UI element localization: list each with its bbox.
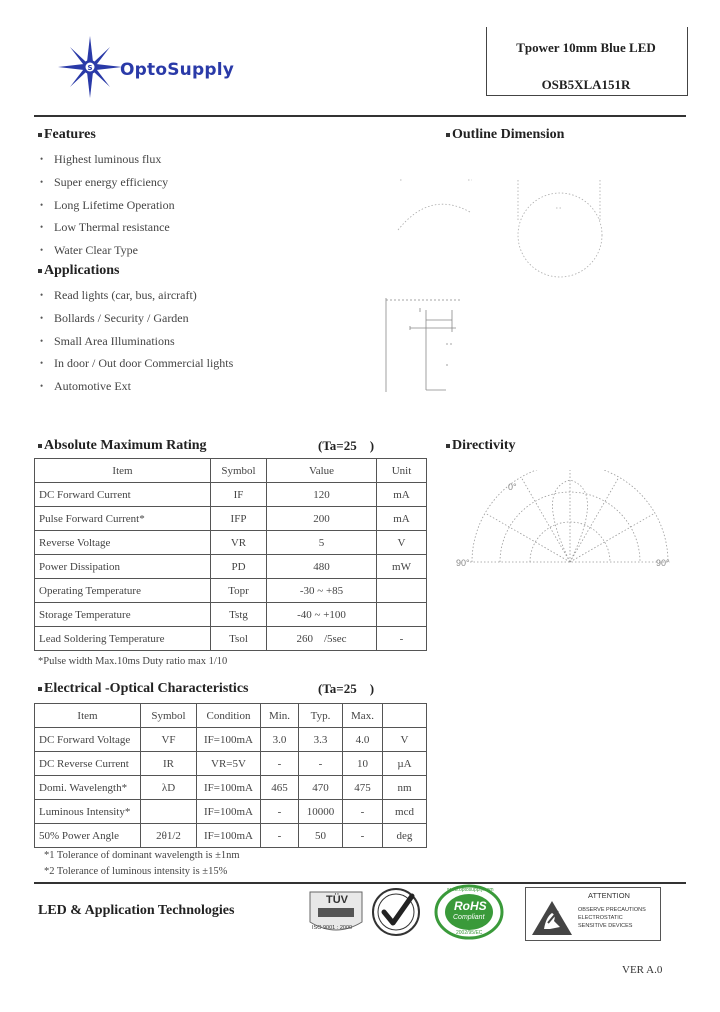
applications-list <box>36 286 396 400</box>
cell-item: Domi. Wavelength* <box>35 776 141 800</box>
cell-unit: - <box>377 627 427 651</box>
cell-min: 3.0 <box>261 728 299 752</box>
cell-symbol: Topr <box>211 579 267 603</box>
cell-item: DC Forward Current <box>35 483 211 507</box>
brand-name: OptoSupply <box>120 60 235 80</box>
attention-line-3: SENSITIVE DEVICES <box>578 923 633 929</box>
list-item: • Bollards / Security / Garden <box>36 309 396 332</box>
features-list <box>36 150 376 264</box>
cell-item: Operating Temperature <box>35 579 211 603</box>
cell-condition: IF=100mA <box>197 824 261 848</box>
abs-max-condition: (Ta=25 ) <box>318 438 375 453</box>
directivity-label-top: 0° <box>508 482 517 492</box>
list-item: • In door / Out door Commercial lights <box>36 354 396 377</box>
cell-item: Power Dissipation <box>35 555 211 579</box>
esd-warning-icon <box>530 899 574 937</box>
rohs-label: RoHS <box>454 899 487 913</box>
cell-symbol: VF <box>141 728 197 752</box>
directivity-label-left: 90° <box>456 558 470 568</box>
cell-symbol: Tsol <box>211 627 267 651</box>
cell-item: 50% Power Angle <box>35 824 141 848</box>
list-item: • Small Area Illuminations <box>36 332 396 355</box>
cell-value: -30 ~ +85 <box>267 579 377 603</box>
table-row <box>35 603 427 627</box>
table-row <box>35 824 427 848</box>
abs-max-table <box>34 458 427 651</box>
cell-condition: IF=100mA <box>197 776 261 800</box>
eo-note-2: *2 Tolerance of luminous intensity is ±15% <box>44 866 228 877</box>
table-row <box>35 483 427 507</box>
table-row <box>35 627 427 651</box>
header-divider <box>34 115 686 117</box>
list-item: • Automotive Ext <box>36 377 396 400</box>
header-cell <box>383 704 427 728</box>
cell-symbol: PD <box>211 555 267 579</box>
star-logo-icon <box>58 36 122 98</box>
cell-max: 10 <box>343 752 383 776</box>
cell-value: 260 /5sec <box>267 627 377 651</box>
cell-value: 5 <box>267 531 377 555</box>
header-cell: Max. <box>343 704 383 728</box>
brand-logo <box>58 36 278 98</box>
attention-line-2: ELECTROSTATIC <box>578 915 623 921</box>
cell-typ: 3.3 <box>299 728 343 752</box>
cell-unit: mA <box>377 507 427 531</box>
directivity-chart <box>450 470 690 580</box>
table-row <box>35 579 427 603</box>
header-cell: Symbol <box>211 459 267 483</box>
cell-min: - <box>261 824 299 848</box>
esd-attention-badge <box>525 887 661 941</box>
header-cell: Symbol <box>141 704 197 728</box>
part-number: OSB5XLA151R <box>541 77 631 92</box>
table-row <box>35 507 427 531</box>
header-cell: Typ. <box>299 704 343 728</box>
company-name: LED & Application Technologies <box>38 903 235 918</box>
cell-unit: µA <box>383 752 427 776</box>
tuv-label: TÜV <box>326 894 348 906</box>
cell-value: 200 <box>267 507 377 531</box>
list-item: • Low Thermal resistance <box>36 218 376 241</box>
features-heading-text: Features <box>44 127 96 142</box>
cell-unit: V <box>377 531 427 555</box>
outline-heading <box>446 127 564 143</box>
svg-text:S: S <box>87 64 93 72</box>
cell-max: 475 <box>343 776 383 800</box>
cell-unit <box>377 603 427 627</box>
tuv-certification-logo <box>306 888 366 938</box>
quality-check-badge-icon <box>370 886 422 938</box>
header-cell: Min. <box>261 704 299 728</box>
applications-heading-text: Applications <box>44 263 120 278</box>
directivity-heading <box>446 438 516 454</box>
cell-item: Lead Soldering Temperature <box>35 627 211 651</box>
header-cell: Condition <box>197 704 261 728</box>
table-header-row <box>35 459 427 483</box>
eo-heading-text: Electrical -Optical Characteristics <box>44 681 249 696</box>
header-cell: Value <box>267 459 377 483</box>
cell-max: - <box>343 800 383 824</box>
abs-max-heading-text: Absolute Maximum Rating <box>44 438 207 453</box>
cell-unit: deg <box>383 824 427 848</box>
rohs-ring-bottom: 2002/95/EC <box>456 930 483 936</box>
table-row <box>35 555 427 579</box>
cell-unit: nm <box>383 776 427 800</box>
table-row <box>35 531 427 555</box>
tuv-sub: ISO 9001 : 2000 <box>312 925 353 931</box>
cell-typ: 470 <box>299 776 343 800</box>
bullet-square-icon <box>38 269 42 273</box>
cell-value: 120 <box>267 483 377 507</box>
table-row <box>35 776 427 800</box>
eo-note-1: *1 Tolerance of dominant wavelength is ±1nm <box>44 850 240 861</box>
bullet-square-icon <box>38 133 42 137</box>
features-heading <box>38 127 96 143</box>
cell-symbol: 2θ1/2 <box>141 824 197 848</box>
cell-symbol: λD <box>141 776 197 800</box>
list-item: • Highest luminous flux <box>36 150 376 173</box>
cell-condition: IF=100mA <box>197 728 261 752</box>
outline-heading-text: Outline Dimension <box>452 127 565 142</box>
cell-item: Reverse Voltage <box>35 531 211 555</box>
cell-min: - <box>261 800 299 824</box>
cell-unit <box>377 579 427 603</box>
cell-symbol: VR <box>211 531 267 555</box>
cell-value: -40 ~ +100 <box>267 603 377 627</box>
list-item: • Water Clear Type <box>36 241 376 264</box>
rohs-badge <box>433 884 505 940</box>
header-cell: Unit <box>377 459 427 483</box>
cell-typ: - <box>299 752 343 776</box>
abs-max-heading <box>38 438 207 454</box>
directivity-heading-text: Directivity <box>452 438 516 453</box>
directivity-label-right: 90° <box>656 558 670 568</box>
cell-symbol: IFP <box>211 507 267 531</box>
cell-item: Storage Temperature <box>35 603 211 627</box>
eo-heading <box>38 681 248 697</box>
eo-table <box>34 703 427 848</box>
cell-condition: VR=5V <box>197 752 261 776</box>
cell-symbol <box>141 800 197 824</box>
attention-line-1: OBSERVE PRECAUTIONS <box>578 907 646 913</box>
cell-item: DC Reverse Current <box>35 752 141 776</box>
cell-max: 4.0 <box>343 728 383 752</box>
outline-drawing <box>370 160 640 410</box>
bullet-square-icon <box>446 133 450 137</box>
table-row <box>35 752 427 776</box>
header-cell: Item <box>35 704 141 728</box>
cell-unit: mcd <box>383 800 427 824</box>
rohs-ring-top: www.optosupply.com <box>447 887 494 893</box>
rohs-sub: Compliant <box>453 914 485 921</box>
version-label: VER A.0 <box>622 964 663 976</box>
bullet-square-icon <box>446 444 450 448</box>
header-cell: Item <box>35 459 211 483</box>
table-row <box>35 800 427 824</box>
abs-max-note: *Pulse width Max.10ms Duty ratio max 1/10 <box>38 656 228 667</box>
cell-symbol: IF <box>211 483 267 507</box>
cell-min: 465 <box>261 776 299 800</box>
list-item: • Long Lifetime Operation <box>36 196 376 219</box>
list-item: • Super energy efficiency <box>36 173 376 196</box>
cell-symbol: Tstg <box>211 603 267 627</box>
cell-item: Luminous Intensity* <box>35 800 141 824</box>
table-header-row <box>35 704 427 728</box>
cell-value: 480 <box>267 555 377 579</box>
cell-min: - <box>261 752 299 776</box>
cell-max: - <box>343 824 383 848</box>
table-row <box>35 728 427 752</box>
bullet-square-icon <box>38 444 42 448</box>
list-item: • Read lights (car, bus, aircraft) <box>36 286 396 309</box>
cell-item: DC Forward Voltage <box>35 728 141 752</box>
cell-symbol: IR <box>141 752 197 776</box>
cell-typ: 50 <box>299 824 343 848</box>
cell-condition: IF=100mA <box>197 800 261 824</box>
cell-unit: mW <box>377 555 427 579</box>
attention-title: ATTENTION <box>588 891 630 900</box>
cell-unit: mA <box>377 483 427 507</box>
cell-unit: V <box>383 728 427 752</box>
eo-condition: (Ta=25 ) <box>318 681 375 696</box>
cell-item: Pulse Forward Current* <box>35 507 211 531</box>
applications-heading <box>38 263 119 279</box>
product-title: Tpower 10mm Blue LED <box>516 40 656 55</box>
footer-divider <box>34 882 686 884</box>
bullet-square-icon <box>38 687 42 691</box>
cell-typ: 10000 <box>299 800 343 824</box>
